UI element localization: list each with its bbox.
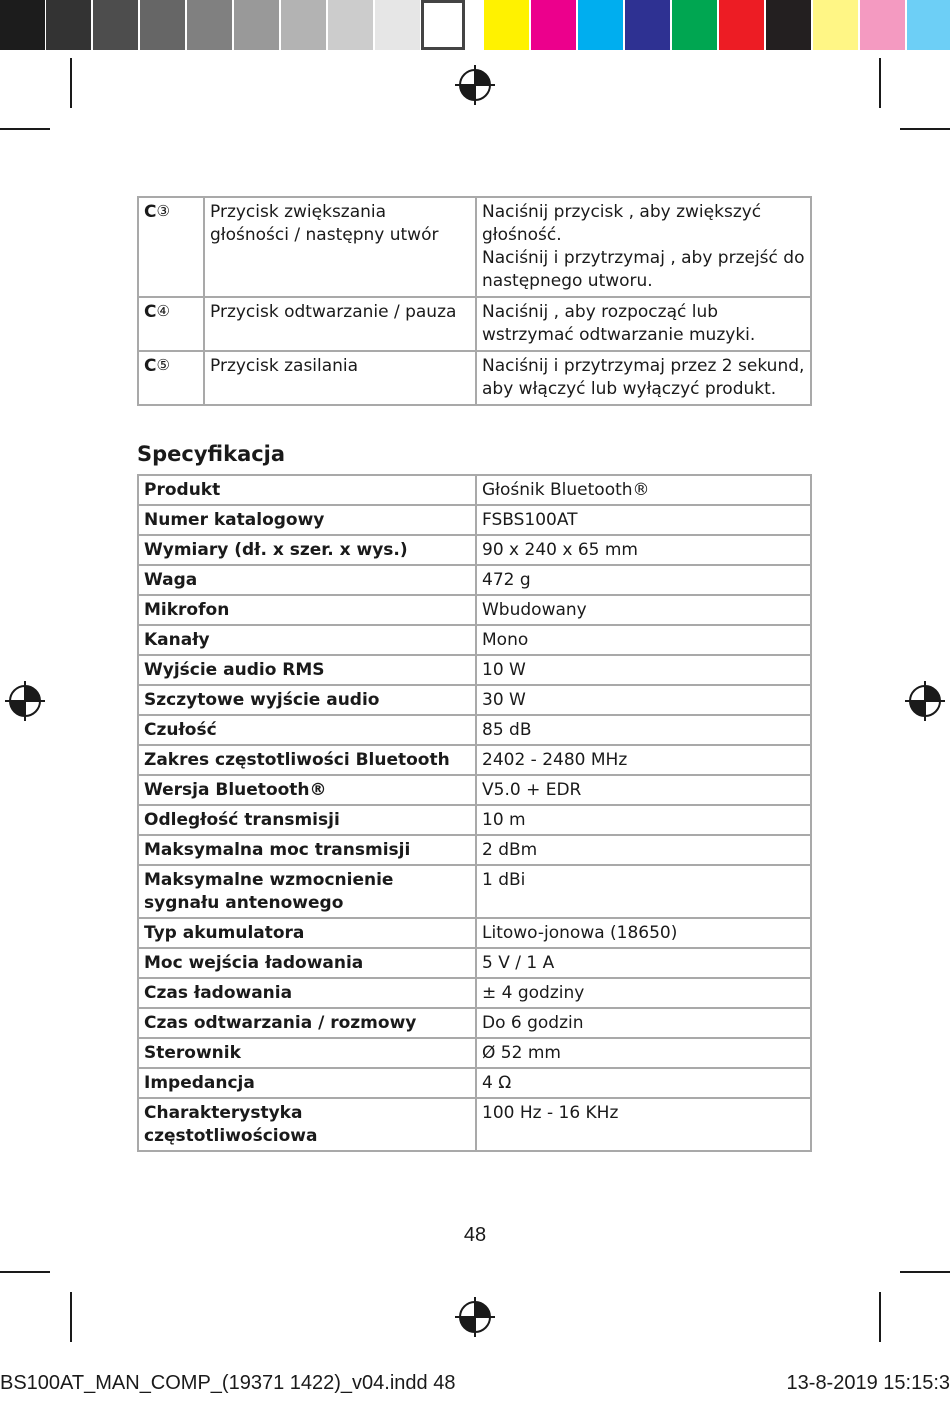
table-row <box>138 1068 811 1098</box>
spec-key: Kanały <box>138 625 476 655</box>
control-code <box>138 197 204 297</box>
crop-mark <box>900 1271 950 1273</box>
table-row <box>138 805 811 835</box>
spec-value: 85 dB <box>476 715 811 745</box>
control-letter: C <box>144 302 157 322</box>
spec-key: Maksymalna moc transmisji <box>138 835 476 865</box>
spec-key: Moc wejścia ładowania <box>138 948 476 978</box>
spec-value: 10 W <box>476 655 811 685</box>
spec-value: 4 Ω <box>476 1068 811 1098</box>
spec-value: 472 g <box>476 565 811 595</box>
control-name: Przycisk zwiększania głośności / następny utwór <box>204 197 476 297</box>
spec-key: Czas ładowania <box>138 978 476 1008</box>
color-swatch <box>375 0 420 50</box>
page-number: 48 <box>463 1224 487 1246</box>
control-code <box>138 351 204 405</box>
description-line: Naciśnij , aby rozpocząć lub wstrzymać odtwarzanie muzyki. <box>482 302 756 345</box>
spec-key: Charakterystyka częstotliwościowa <box>138 1098 476 1151</box>
control-description <box>476 351 811 405</box>
table-row <box>138 685 811 715</box>
control-code <box>138 297 204 351</box>
spec-key: Wyjście audio RMS <box>138 655 476 685</box>
control-number: ④ <box>156 302 170 320</box>
control-letter: C <box>144 202 157 222</box>
color-swatch <box>281 0 326 50</box>
control-description <box>476 197 811 297</box>
spec-value: 10 m <box>476 805 811 835</box>
crop-mark <box>70 1292 72 1342</box>
color-swatch <box>907 0 950 50</box>
spec-value: Wbudowany <box>476 595 811 625</box>
crop-mark <box>900 128 950 130</box>
spec-key: Mikrofon <box>138 595 476 625</box>
spec-value: FSBS100AT <box>476 505 811 535</box>
spec-table <box>137 474 812 1152</box>
control-name: Przycisk zasilania <box>204 351 476 405</box>
color-swatch <box>234 0 279 50</box>
spec-key: Maksymalne wzmocnienie sygnału antenowego <box>138 865 476 918</box>
crop-mark <box>70 58 72 108</box>
table-row <box>138 475 811 505</box>
spec-key: Impedancja <box>138 1068 476 1098</box>
color-swatch <box>140 0 185 50</box>
spec-value: 2 dBm <box>476 835 811 865</box>
spec-key: Czas odtwarzania / rozmowy <box>138 1008 476 1038</box>
color-swatch <box>421 0 465 50</box>
registration-mark-icon <box>455 65 495 105</box>
spec-key: Szczytowe wyjście audio <box>138 685 476 715</box>
registration-mark-icon <box>5 681 45 721</box>
controls-table <box>137 196 812 406</box>
crop-mark <box>0 128 50 130</box>
spec-value: ± 4 godziny <box>476 978 811 1008</box>
color-swatch <box>328 0 373 50</box>
spec-heading: Specyfikacja <box>137 442 286 466</box>
table-row <box>138 745 811 775</box>
spec-key: Odległość transmisji <box>138 805 476 835</box>
table-row <box>138 865 811 918</box>
spec-key: Zakres częstotliwości Bluetooth <box>138 745 476 775</box>
crop-mark <box>879 1292 881 1342</box>
control-number: ③ <box>156 202 170 220</box>
spec-key: Wymiary (dł. x szer. x wys.) <box>138 535 476 565</box>
spec-value: Głośnik Bluetooth® <box>476 475 811 505</box>
slug-filename: BS100AT_MAN_COMP_(19371 1422)_v04.indd 48 <box>0 1372 456 1394</box>
crop-mark <box>879 58 881 108</box>
spec-key: Numer katalogowy <box>138 505 476 535</box>
crop-mark <box>0 1271 50 1273</box>
color-swatch <box>672 0 717 50</box>
table-row <box>138 948 811 978</box>
spec-key: Czułość <box>138 715 476 745</box>
color-swatch <box>578 0 623 50</box>
table-row <box>138 595 811 625</box>
table-row <box>138 565 811 595</box>
slug-date: 13-8-2019 15:15:3 <box>786 1372 950 1394</box>
color-calibration-bar <box>0 0 950 50</box>
table-row <box>138 297 811 351</box>
table-row <box>138 351 811 405</box>
spec-key: Waga <box>138 565 476 595</box>
color-swatch <box>93 0 138 50</box>
color-swatch <box>860 0 905 50</box>
table-row <box>138 775 811 805</box>
spec-value: 1 dBi <box>476 865 811 918</box>
color-swatch <box>531 0 576 50</box>
table-row <box>138 1098 811 1151</box>
spec-value: Mono <box>476 625 811 655</box>
table-row <box>138 197 811 297</box>
spec-key: Produkt <box>138 475 476 505</box>
control-number: ⑤ <box>156 356 170 374</box>
table-row <box>138 625 811 655</box>
table-row <box>138 505 811 535</box>
table-row <box>138 918 811 948</box>
spec-value: 5 V / 1 A <box>476 948 811 978</box>
spec-key: Wersja Bluetooth® <box>138 775 476 805</box>
color-swatch <box>719 0 764 50</box>
color-swatch <box>46 0 91 50</box>
spec-value: Litowo-jonowa (18650) <box>476 918 811 948</box>
color-swatch <box>625 0 670 50</box>
table-row <box>138 655 811 685</box>
spec-value: Do 6 godzin <box>476 1008 811 1038</box>
color-swatch <box>484 0 529 50</box>
description-line: Naciśnij i przytrzymaj przez 2 sekund, aby włączyć lub wyłączyć produkt. <box>482 356 805 399</box>
spec-value: V5.0 + EDR <box>476 775 811 805</box>
registration-mark-icon <box>905 681 945 721</box>
spec-value: Ø 52 mm <box>476 1038 811 1068</box>
spec-value: 2402 - 2480 MHz <box>476 745 811 775</box>
description-line: Naciśnij i przytrzymaj , aby przejść do następnego utworu. <box>482 248 805 291</box>
table-row <box>138 978 811 1008</box>
spec-value: 30 W <box>476 685 811 715</box>
control-name: Przycisk odtwarzanie / pauza <box>204 297 476 351</box>
table-row <box>138 535 811 565</box>
spec-key: Typ akumulatora <box>138 918 476 948</box>
control-description <box>476 297 811 351</box>
registration-mark-icon <box>455 1297 495 1337</box>
table-row <box>138 1008 811 1038</box>
spec-value: 100 Hz - 16 KHz <box>476 1098 811 1151</box>
spec-value: 90 x 240 x 65 mm <box>476 535 811 565</box>
table-row <box>138 1038 811 1068</box>
color-swatch <box>187 0 232 50</box>
color-swatch <box>813 0 858 50</box>
color-swatch <box>0 0 45 50</box>
control-letter: C <box>144 356 157 376</box>
color-swatch <box>766 0 811 50</box>
spec-key: Sterownik <box>138 1038 476 1068</box>
table-row <box>138 715 811 745</box>
table-row <box>138 835 811 865</box>
description-line: Naciśnij przycisk , aby zwiększyć głośność. <box>482 202 762 245</box>
